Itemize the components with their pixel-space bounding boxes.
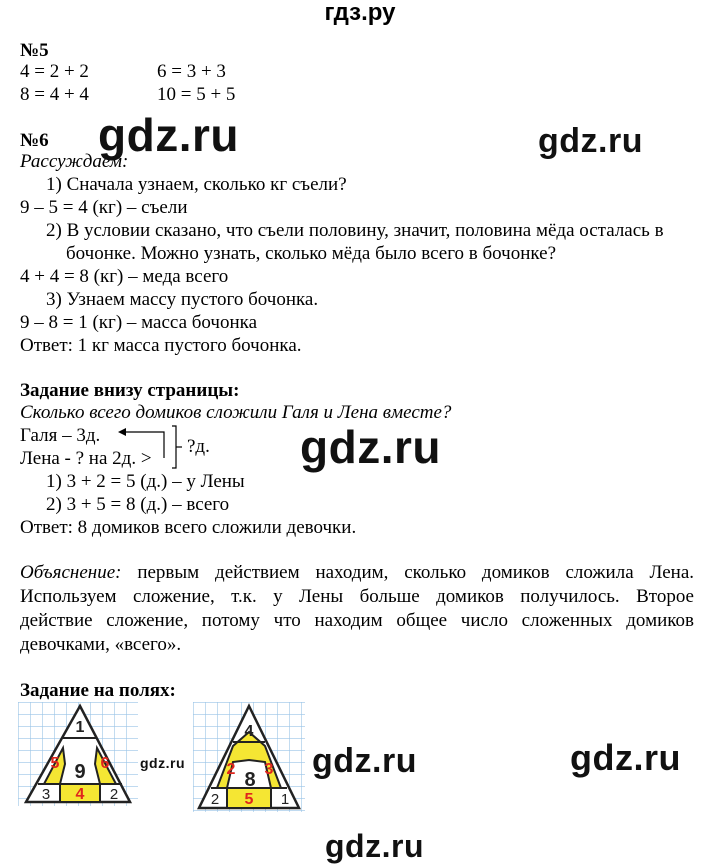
bottom-answer: Ответ: 8 домиков всего сложили девочки.: [20, 517, 357, 538]
watermark: gdz.ru: [325, 828, 424, 864]
tri2-bl: 2: [210, 791, 220, 808]
explanation-line-3: действие сложение, потому что находим общее число сложенных домиков: [20, 610, 694, 631]
bottom-task-title: Задание внизу страницы:: [20, 380, 240, 401]
tri1-left: 5: [50, 755, 60, 772]
tri2-left: 2: [226, 761, 236, 778]
tri2-br: 1: [280, 791, 290, 808]
tri1-bl: 3: [41, 786, 51, 803]
task6-line-3: 2) В условии сказано, что съели половину, значит, половина мёда осталась в: [46, 220, 664, 241]
tri1-right: 6: [100, 755, 110, 772]
watermark: gdz.ru: [140, 755, 185, 771]
task6-line-1: 1) Сначала узнаем, сколько кг съели?: [46, 174, 347, 195]
task5-eq-2: 6 = 3 + 3: [157, 61, 226, 82]
explanation-label: Объяснение:: [20, 562, 122, 583]
task6-line-5: 4 + 4 = 8 (кг) – меда всего: [20, 266, 229, 287]
task6-line-8: Ответ: 1 кг масса пустого бочонка.: [20, 335, 302, 356]
bottom-task-question: Сколько всего домиков сложили Галя и Лена вместе?: [20, 402, 452, 423]
task6-line-2: 9 – 5 = 4 (кг) – съели: [20, 197, 188, 218]
task5-eq-3: 8 = 4 + 4: [20, 84, 89, 105]
bottom-step-2: 2) 3 + 5 = 8 (д.) – всего: [46, 494, 230, 515]
watermark: gdz.ru: [312, 742, 417, 780]
task5-eq-1: 4 = 2 + 2: [20, 61, 89, 82]
task6-line-7: 9 – 8 = 1 (кг) – масса бочонка: [20, 312, 258, 333]
tri2-right: 3: [264, 761, 274, 778]
task5-title: №5: [20, 40, 49, 61]
watermark: gdz.ru: [570, 737, 681, 778]
triangle-puzzle-1: [18, 702, 138, 806]
tri1-br: 2: [109, 786, 119, 803]
task6-line-4: бочонке. Можно узнать, сколько мёда было всего в бочонке?: [66, 243, 557, 264]
task6-title: №6: [20, 130, 49, 151]
explanation-line-1: первым действием находим, сколько домиков сложила Лена.: [137, 562, 695, 583]
total-unknown: ?д.: [187, 436, 210, 457]
explanation-line-2: Используем сложение, т.к. у Лены больше домиков получилось. Второе: [20, 586, 694, 607]
margin-task-title: Задание на полях:: [20, 680, 176, 701]
task6-intro: Рассуждаем:: [20, 151, 129, 172]
watermark: gdz.ru: [300, 421, 441, 473]
triangle-puzzle-2: [193, 702, 305, 812]
explanation-block: [20, 561, 694, 657]
watermark: gdz.ru: [98, 109, 239, 161]
galya-line: Галя – 3д.: [20, 425, 101, 446]
tri1-center: 9: [74, 761, 86, 783]
bottom-step-1: 1) 3 + 2 = 5 (д.) – у Лены: [46, 471, 245, 492]
tri2-top: 4: [244, 723, 254, 740]
task6-line-6: 3) Узнаем массу пустого бочонка.: [46, 289, 319, 310]
comparison-arrow-icon: [116, 420, 196, 472]
explanation-line-4: девочками, «всего».: [20, 634, 182, 655]
watermark: gdz.ru: [538, 122, 643, 160]
lena-line: Лена - ? на 2д. >: [20, 448, 152, 469]
tri1-top: 1: [75, 719, 85, 736]
task5-eq-4: 10 = 5 + 5: [157, 84, 236, 105]
site-header: гдз.ру: [324, 0, 396, 26]
tri2-center: 8: [244, 769, 256, 791]
tri2-bm: 5: [244, 791, 254, 808]
tri1-bm: 4: [75, 786, 85, 803]
